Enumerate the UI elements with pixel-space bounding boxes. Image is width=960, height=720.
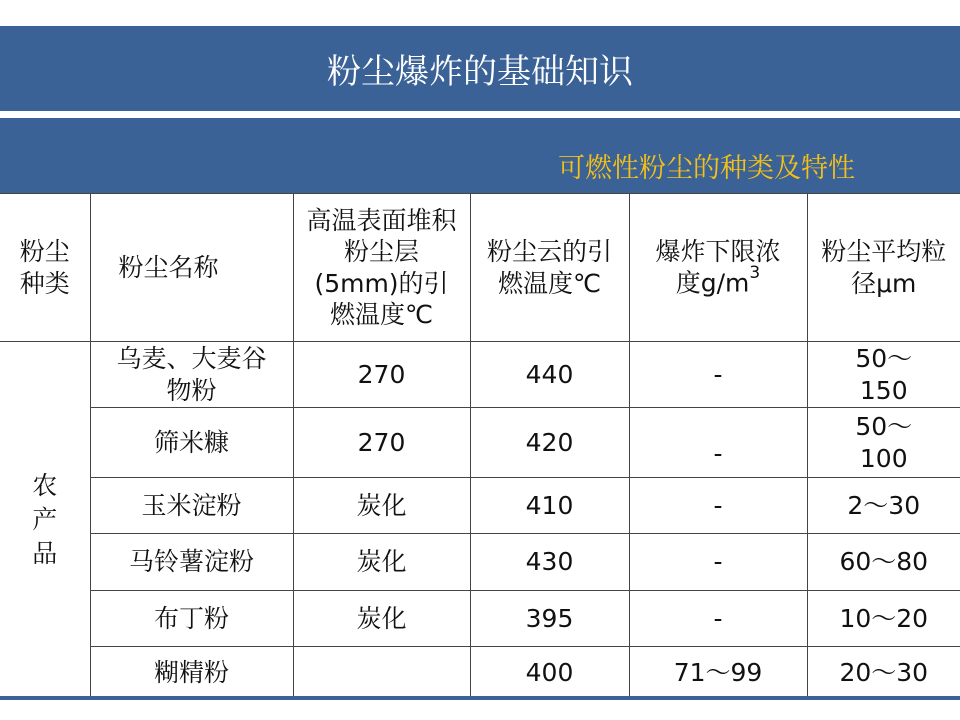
header-name: 粉尘名称 [90, 194, 293, 342]
row-name: 玉米淀粉 [90, 478, 293, 534]
table-row [0, 534, 960, 591]
subtitle-banner [0, 118, 960, 193]
row-particle-size: 20～30 [807, 647, 960, 699]
slide-subtitle: 可燃性粉尘的种类及特性 [558, 153, 855, 184]
table-row [0, 591, 960, 647]
row-cloud-temp: 395 [470, 591, 629, 647]
table-row [0, 342, 960, 408]
row-layer-temp: 炭化 [293, 591, 470, 647]
row-layer-temp: 270 [293, 408, 470, 478]
row-lower-limit: - [629, 591, 807, 647]
row-particle-size: 50～150 [807, 342, 960, 408]
row-layer-temp: 炭化 [293, 534, 470, 591]
row-layer-temp: 炭化 [293, 478, 470, 534]
row-name: 糊精粉 [90, 647, 293, 699]
row-lower-limit: - [629, 408, 807, 478]
row-cloud-temp: 420 [470, 408, 629, 478]
row-cloud-temp: 400 [470, 647, 629, 699]
row-particle-size: 10～20 [807, 591, 960, 647]
row-layer-temp: 270 [293, 342, 470, 408]
header-lower-limit: 爆炸下限浓度$g/m^3$ [629, 194, 807, 342]
row-name: 布丁粉 [90, 591, 293, 647]
row-lower-limit: - [629, 478, 807, 534]
row-name: 筛米糠 [90, 408, 293, 478]
row-particle-size: 50～100 [807, 408, 960, 478]
table-row [0, 647, 960, 699]
row-lower-limit: - [629, 342, 807, 408]
table-row [0, 478, 960, 534]
table-row [0, 408, 960, 478]
category-cell: 农产品 [0, 342, 90, 699]
slide-title: 粉尘爆炸的基础知识 [327, 52, 633, 92]
title-banner [0, 26, 960, 111]
table-header-row [0, 194, 960, 342]
row-cloud-temp: 440 [470, 342, 629, 408]
header-cloud-temp: 粉尘云的引燃温度℃ [470, 194, 629, 342]
row-cloud-temp: 430 [470, 534, 629, 591]
row-particle-size: 2～30 [807, 478, 960, 534]
header-layer-temp: 高温表面堆积粉尘层(5mm)的引燃温度℃ [293, 194, 470, 342]
header-category: 粉尘种类 [0, 194, 90, 342]
dust-properties-table [0, 193, 960, 699]
header-particle-size: 粉尘平均粒径μm [807, 194, 960, 342]
footer-line [0, 696, 960, 700]
row-name: 乌麦、大麦谷物粉 [90, 342, 293, 408]
row-particle-size: 60～80 [807, 534, 960, 591]
row-cloud-temp: 410 [470, 478, 629, 534]
row-name: 马铃薯淀粉 [90, 534, 293, 591]
row-layer-temp [293, 647, 470, 699]
row-lower-limit: 71～99 [629, 647, 807, 699]
row-lower-limit: - [629, 534, 807, 591]
